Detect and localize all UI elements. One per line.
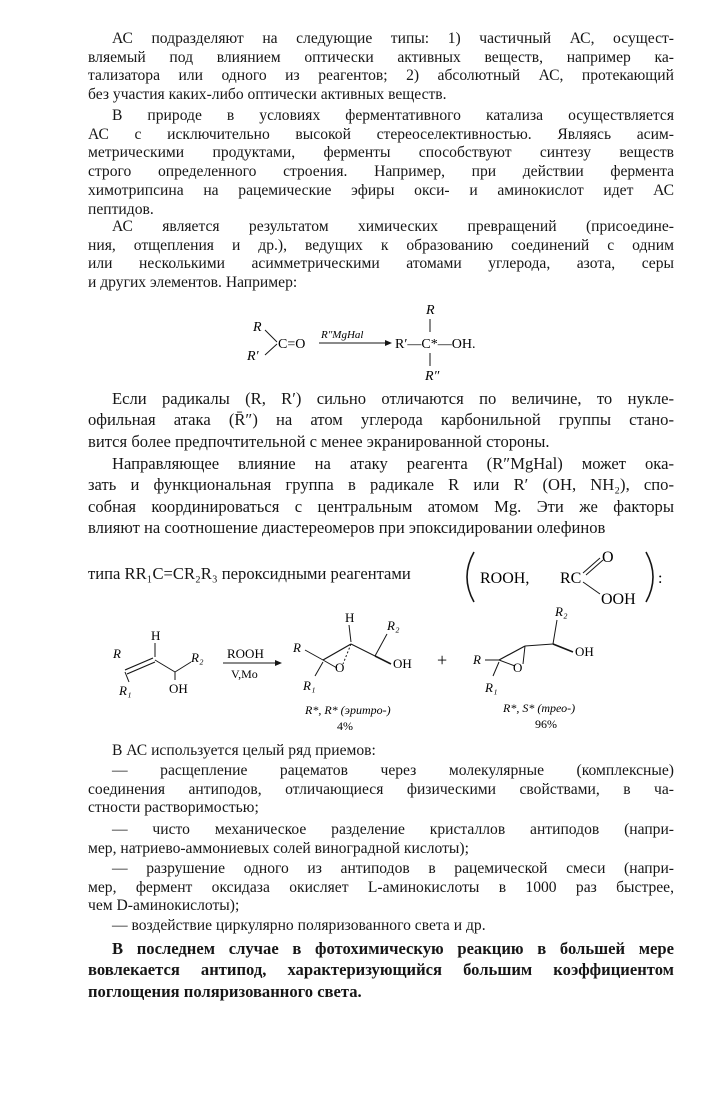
bond-line [525, 644, 553, 646]
start-r-label: R [113, 646, 121, 661]
text-line: метрическими продуктами, ферменты способствуют синтезу веществ [88, 144, 674, 162]
text-line: тализатора или одного из реагентов; 2) абсолютный АС, протекающий [88, 67, 674, 85]
bond-line [553, 644, 573, 652]
bond-line [553, 620, 557, 644]
threo-r1-label: R₁ [485, 680, 498, 695]
bracket-left [467, 552, 474, 602]
text-line: АС с исключительно высокой стереоселективностью. Являясь асим- [88, 125, 674, 143]
bond-line [265, 344, 277, 355]
bond-line [315, 662, 323, 676]
techniques-intro: В АС используется целый ряд приемов: [112, 742, 376, 759]
bond-line [375, 634, 387, 656]
epoxide-bond [323, 644, 351, 660]
text-line: строго определенного строения. Например, при действии фермента [88, 163, 674, 181]
reagent-rooh: ROOH [227, 646, 264, 661]
text-line: В последнем случае в фотохимическую реакцию в большей мере [112, 939, 674, 958]
text-line: офильная атака (R̄″) на атом углерода карбонильной группы стано- [88, 410, 674, 430]
paragraph-directing [88, 453, 674, 538]
arrow-head [275, 660, 282, 666]
rc-label: RC [560, 570, 582, 587]
bond-line [175, 662, 191, 672]
text-line: соединения антиподов, отличающиеся физическими свойствами, в ча- [88, 780, 674, 798]
reaction-grignard [235, 298, 535, 388]
grignard-reagent-label: R″MgHal [321, 329, 364, 341]
bracket-right [646, 552, 653, 602]
ooh-label: OOH [601, 591, 636, 606]
o-top-label: O [602, 549, 614, 566]
bond-line [351, 644, 375, 656]
threo-r-label: R [473, 652, 481, 667]
text-line: влияют на соотношение диастереомеров при эпоксидировании олефинов [88, 517, 606, 537]
text-line: и других элементов. Например: [88, 274, 298, 292]
paragraph-chemical [88, 218, 674, 293]
start-h-label: H [151, 628, 161, 643]
text-line: вится более предпочтительной с менее экранированной стороны. [88, 431, 550, 451]
text-line: АС является результатом химических превращений (присоедине- [112, 218, 674, 235]
text-line: собная координироваться с центральным атомом Mg. Эти же факторы [88, 496, 674, 516]
reagent-r-top: R [253, 320, 262, 335]
text-line: или несколькими асимметрическими атомами углерода, азота, серы [88, 255, 674, 273]
rooh-label: ROOH, [480, 570, 530, 587]
bond-line [305, 650, 323, 660]
text-line: без участия каких-либо оптически активных веществ. [88, 86, 447, 104]
double-bond [125, 658, 153, 670]
text-line: зать и функциональная группа в радикале R или R′ (OH, NH₂), спо- [88, 475, 674, 495]
list-item [88, 860, 674, 916]
text-line: чем D-аминокислоты); [88, 897, 240, 915]
carbonyl-group: C=O [278, 337, 306, 352]
threo-config-label: R*, S* (трео-) [503, 701, 576, 715]
erythro-percent: 4% [337, 719, 353, 733]
epoxide-bond [523, 646, 525, 664]
reaction-epoxidation [105, 600, 665, 740]
start-r2-label: R₂ [191, 650, 204, 665]
bond-line [265, 330, 277, 342]
text-line: Направляющее влияние на атаку реагента (R″MgHal) может ока- [112, 454, 674, 473]
text-line: поглощения поляризованного света. [88, 981, 362, 1001]
threo-percent: 96% [535, 717, 557, 731]
erythro-r1-label: R₁ [303, 678, 316, 693]
bond-line [349, 625, 351, 642]
paragraph-types [88, 30, 674, 105]
text-line: ния, отщепления и др.), ведущих к образованию соединений с одним [88, 236, 674, 254]
paragraph-enzymes [88, 107, 674, 219]
start-oh-label: OH [169, 681, 188, 696]
bond-line [155, 660, 175, 672]
text-line: — расщепление рацематов через молекулярные (комплексные) [112, 762, 674, 779]
text-line: — чисто механическое разделение кристаллов антиподов (напри- [112, 821, 674, 838]
start-r1-label: R₁ [119, 683, 132, 698]
erythro-h-label: H [345, 610, 355, 625]
text-line: вляемый под влиянием оптически активных веществ, например ка- [88, 48, 674, 66]
text-line: мер, фермент оксидаза окисляет L-аминокислоты в 1000 раз быстрее, [88, 878, 674, 896]
threo-r2-label: R₂ [555, 604, 568, 619]
erythro-r-label: R [293, 640, 301, 655]
text-line: химотрипсина на рацемические эфиры окси- и аминокислот идет АС [88, 181, 674, 199]
text-line: стности растворимостью; [88, 799, 259, 817]
colon-label: : [658, 570, 663, 587]
erythro-config-label: R*, R* (эритро-) [305, 703, 391, 717]
erythro-o-label: O [335, 660, 345, 675]
reagent-r-prime: R′ [247, 349, 259, 364]
product-formula: R′—C*—OH. [395, 337, 476, 352]
erythro-oh-label: OH [393, 656, 412, 671]
paragraph-radicals [88, 388, 674, 452]
reagent-catalyst: V,Mo [231, 667, 258, 681]
double-bond [127, 662, 155, 674]
text-line: В природе в условиях ферментативного катализа осуществляется [112, 107, 674, 124]
text-line: вовлекается антипод, характеризующийся большим коэффициентом [88, 960, 674, 980]
threo-o-label: O [513, 660, 523, 675]
text-line: — разрушение одного из антиподов в рацемической смеси (напри- [112, 860, 674, 877]
peroxide-reagents [460, 548, 670, 606]
list-item [88, 917, 674, 936]
olefin-prefix: типа RR₁C=CR₂R₃ пероксидными реагентами [88, 564, 411, 583]
paragraph-conclusion [88, 938, 674, 1002]
plus-sign: + [437, 650, 448, 670]
list-item [88, 821, 674, 858]
list-item [88, 762, 674, 818]
text-line: пептидов. [88, 200, 154, 218]
threo-oh-label: OH [575, 644, 594, 659]
bond-line [493, 662, 499, 676]
epoxide-bond [499, 646, 525, 660]
bond-line [375, 656, 391, 664]
product-r-bottom: R″ [425, 369, 440, 384]
text-line: Если радикалы (R, R′) сильно отличаются по величине, то нукле- [112, 389, 674, 408]
product-r-top: R [426, 303, 435, 318]
arrow-head [385, 340, 392, 346]
text-line: — воздействие циркулярно поляризованного света и др. [112, 917, 486, 934]
text-line: мер, натриево-аммониевых солей виноградной кислоты); [88, 839, 469, 857]
bond-line [583, 582, 600, 594]
olefin-type-line [88, 548, 678, 606]
text-line: АС подразделяют на следующие типы: 1) частичный АС, осущест- [112, 30, 674, 47]
erythro-r2-label: R₂ [387, 618, 400, 633]
